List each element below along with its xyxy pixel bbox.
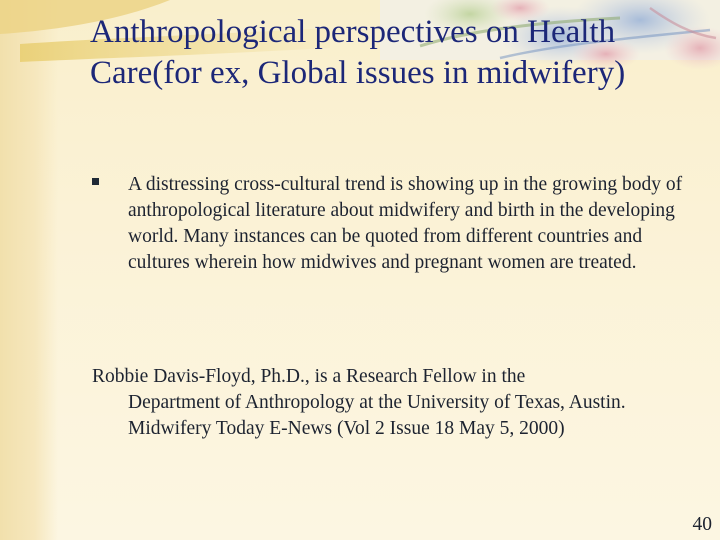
slide-title: Anthropological perspectives on Health Care(for ex, Global issues in midwifery) (90, 14, 626, 91)
citation-block (92, 364, 692, 442)
bullet-item (92, 172, 692, 276)
citation-author-line: Robbie Davis-Floyd, Ph.D., is a Research Fellow in the (92, 366, 526, 387)
citation-affiliation-line: Department of Anthropology at the University of Texas, Austin. (128, 392, 626, 413)
page-number: 40 (692, 514, 712, 535)
citation-source-line: Midwifery Today E-News (Vol 2 Issue 18 May 5, 2000) (128, 418, 565, 439)
square-bullet-icon (92, 178, 99, 185)
bullet-text: A distressing cross-cultural trend is showing up in the growing body of anthropological literature about midwifery and birth in the developing world. Many instances can be quoted from different countries and cultures wherein how midwives and pregnant women are treated. (128, 174, 683, 273)
